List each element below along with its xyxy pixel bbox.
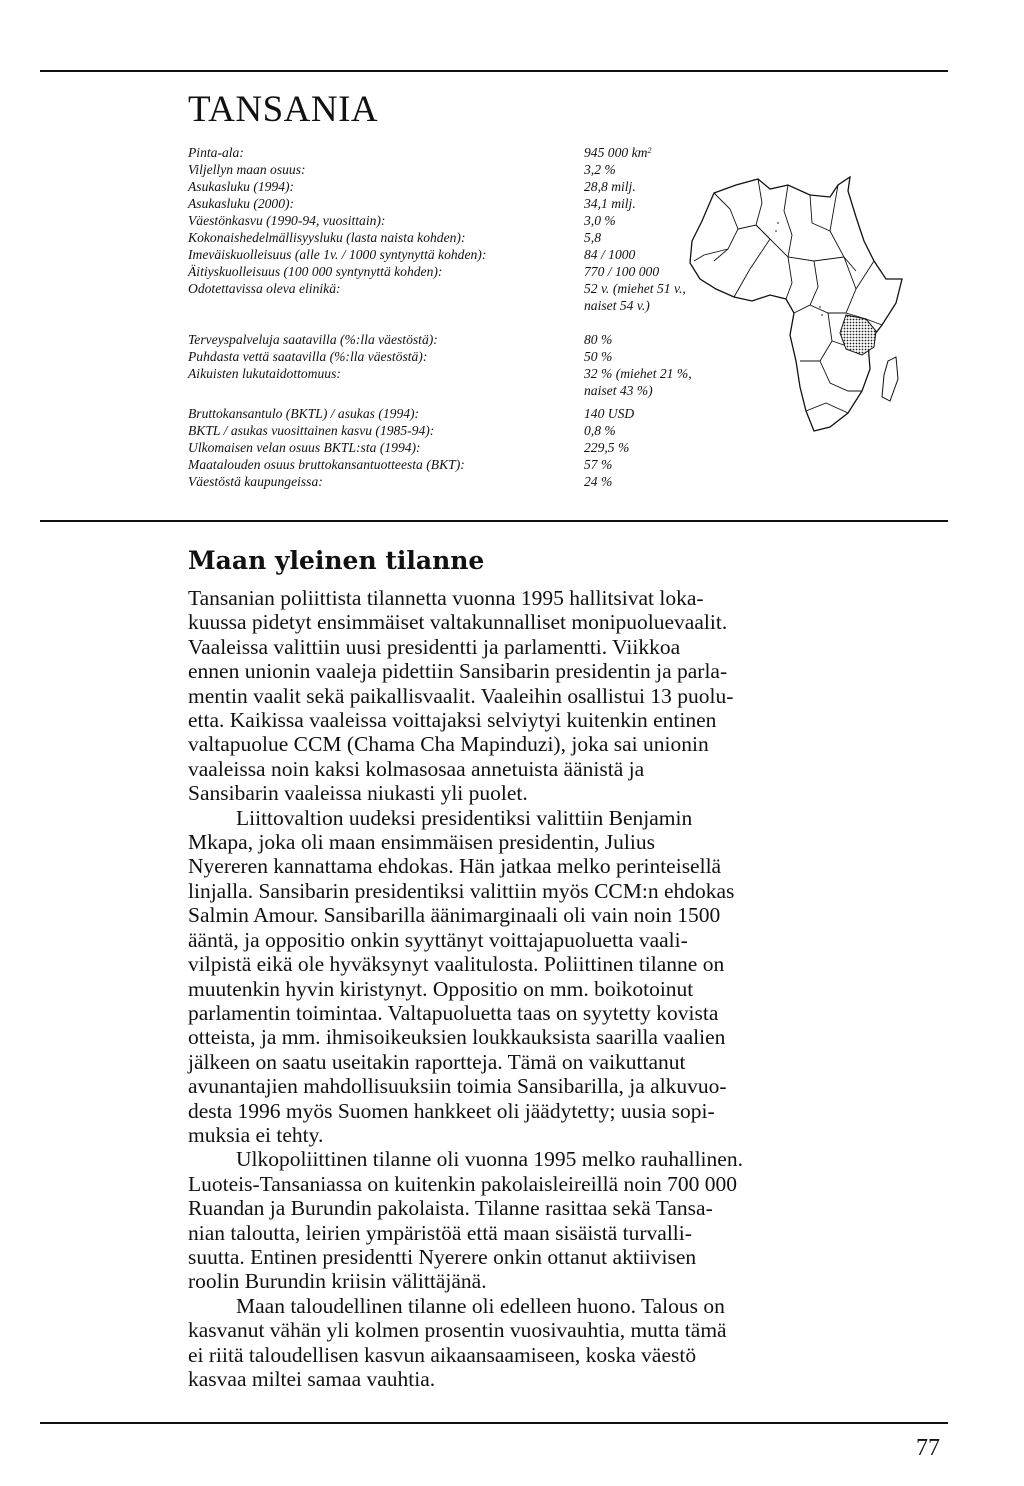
fact-label: Puhdasta vettä saatavilla (%:lla väestöstä): xyxy=(188,349,428,364)
fact-label: Väestönkasvu (1990-94, vuosittain): xyxy=(188,213,386,228)
page-number: 77 xyxy=(916,1435,940,1461)
fact-value: 5,8 xyxy=(584,230,601,245)
fact-label: Maatalouden osuus bruttokansantuotteesta (BKT): xyxy=(188,457,465,472)
fact-value-continued: naiset 43 %) xyxy=(584,383,653,398)
fact-value: 140 USD xyxy=(584,406,635,421)
fact-label: Viljellyn maan osuus: xyxy=(188,162,306,177)
fact-label: BKTL / asukas vuosittainen kasvu (1985-94): xyxy=(188,423,435,438)
body-line: etta. Kaikissa vaaleissa voittajaksi selviytyi kuitenkin entinen xyxy=(188,708,717,733)
fact-value: 770 / 100 000 xyxy=(584,264,660,279)
body-line: jälkeen on saatu useitakin raportteja. Tämä on vaikuttanut xyxy=(188,1049,686,1074)
body-line: parlamentin toimintaa. Valtapuoluetta taas on syytetty kovista xyxy=(188,1000,719,1025)
body-line: Ulkopoliittinen tilanne oli vuonna 1995 melko rauhallinen. xyxy=(236,1147,743,1172)
fact-value: 229,5 % xyxy=(584,440,630,455)
body-line: muksia ei tehty. xyxy=(188,1122,324,1147)
body-line: avunantajien mahdollisuuksiin toimia Sansibarilla, ja alkuvuo- xyxy=(188,1074,727,1099)
fact-label: Bruttokansantulo (BKTL) / asukas (1994): xyxy=(188,406,420,421)
fact-value: 32 % (miehet 21 %, xyxy=(584,366,692,381)
fact-value-superscript: 2 xyxy=(647,146,652,155)
body-line: desta 1996 myös Suomen hankkeet oli jäädytetty; uusia sopi- xyxy=(188,1098,715,1123)
fact-value: 3,0 % xyxy=(584,213,616,228)
fact-value-continued: naiset 54 v.) xyxy=(584,298,650,313)
body-line: ääntä, ja oppositio onkin syyttänyt voittajapuoluetta vaali- xyxy=(188,927,688,952)
fact-value: 57 % xyxy=(584,457,613,472)
section-rule xyxy=(40,520,948,522)
body-line: linjalla. Sansibarin presidentiksi valittiin myös CCM:n ehdokas xyxy=(188,878,735,903)
fact-value: 50 % xyxy=(584,349,613,364)
fact-value: 0,8 % xyxy=(584,423,616,438)
body-line: valtapuolue CCM (Chama Cha Mapinduzi), joka sai unionin xyxy=(188,732,709,757)
top-rule xyxy=(40,70,948,72)
body-line: Nyereren kannattama ehdokas. Hän jatkaa melko perinteisellä xyxy=(188,854,722,879)
body-line: Tansanian poliittista tilannetta vuonna 1995 hallitsivat loka- xyxy=(188,586,704,610)
body-line: vilpistä eikä ole hyväksynyt vaalitulosta. Poliittinen tilanne on xyxy=(188,952,725,977)
body-line: otteista, ja mm. ihmisoikeuksien loukkauksista saarilla vaalien xyxy=(188,1025,726,1050)
body-line: muutenkin hyvin kiristynyt. Oppositio on mm. boikotoinut xyxy=(188,976,694,1001)
body-line: Ruandan ja Burundin pakolaista. Tilanne rasittaa sekä Tansa- xyxy=(188,1196,713,1221)
bottom-rule xyxy=(40,1422,948,1424)
section-heading: Maan yleinen tilanne xyxy=(188,546,485,575)
fact-value: 84 / 1000 xyxy=(584,247,636,262)
fact-value: 28,8 milj. xyxy=(584,179,636,194)
fact-label: Terveyspalveluja saatavilla (%:lla väestöstä): xyxy=(188,332,438,347)
africa-map xyxy=(660,165,905,440)
fact-label: Pinta-ala: xyxy=(188,145,244,160)
fact-value: 52 v. (miehet 51 v., xyxy=(584,281,686,296)
body-line: ei riitä taloudellisen kasvun aikaansaamiseen, koska väestö xyxy=(188,1342,697,1367)
fact-label: Äitiyskuolleisuus (100 000 syntynyttä kohden): xyxy=(188,264,443,279)
fact-label: Aikuisten lukutaidottomuus: xyxy=(188,366,341,381)
fact-label: Asukasluku (1994): xyxy=(188,179,295,194)
fact-label: Kokonaishedelmällisyysluku (lasta naista kohden): xyxy=(188,230,466,245)
fact-value: 945 000 $km^2$ xyxy=(584,145,652,160)
body-line: ennen unionin vaaleja pidettiin Sansibarin presidentin ja parla- xyxy=(188,659,728,684)
fact-label: Imeväiskuolleisuus (alle 1v. / 1000 syntynyttä kohden): xyxy=(188,247,487,262)
fact-label: Asukasluku (2000): xyxy=(188,196,295,211)
body-line: Liittovaltion uudeksi presidentiksi valittiin Benjamin xyxy=(236,805,693,830)
body-line: Maan taloudellinen tilanne oli edelleen huono. Talous on xyxy=(236,1293,725,1318)
body-line: roolin Burundin kriisin välittäjänä. xyxy=(188,1269,487,1294)
body-text xyxy=(188,586,898,1391)
africa-outline xyxy=(690,177,902,431)
body-line: Sansibarin vaaleissa niukasti yli puolet. xyxy=(188,781,528,806)
body-line: Salmin Amour. Sansibarilla äänimarginaali oli vain noin 1500 xyxy=(188,903,721,928)
body-line: Mkapa, joka oli maan ensimmäisen presidentin, Julius xyxy=(188,830,655,855)
fact-value: 80 % xyxy=(584,332,613,347)
fact-label: Odotettavissa oleva elinikä: xyxy=(188,281,341,296)
body-line: vaaleissa noin kaksi kolmasosaa annetuista äänistä ja xyxy=(188,756,645,781)
country-title: TANSANIA xyxy=(188,89,379,130)
fact-label: Väestöstä kaupungeissa: xyxy=(188,474,323,489)
body-line: Luoteis-Tansaniassa on kuitenkin pakolaisleireillä noin 700 000 xyxy=(188,1171,738,1196)
body-line: Vaaleissa valittiin uusi presidentti ja parlamentti. Viikkoa xyxy=(188,634,681,659)
body-line: nian taloutta, leirien ympäristöä että maan sisäistä turvalli- xyxy=(188,1220,692,1245)
madagascar-outline xyxy=(882,357,898,401)
fact-value: 3,2 % xyxy=(584,162,616,177)
body-line: kuussa pidetyt ensimmäiset valtakunnalliset monipuoluevaalit. xyxy=(188,610,728,635)
fact-label: Ulkomaisen velan osuus BKTL:sta (1994): xyxy=(188,440,421,455)
body-line: kasvanut vähän yli kolmen prosentin vuosivauhtia, mutta tämä xyxy=(188,1318,727,1343)
body-line: kasvaa miltei samaa vauhtia. xyxy=(188,1367,436,1391)
body-line: suutta. Entinen presidentti Nyerere onkin ottanut aktiivisen xyxy=(188,1244,697,1269)
fact-value: 24 % xyxy=(584,474,613,489)
fact-value: 34,1 milj. xyxy=(584,196,636,211)
body-line: mentin vaalit sekä paikallisvaalit. Vaaleihin osallistui 13 puolu- xyxy=(188,683,734,708)
